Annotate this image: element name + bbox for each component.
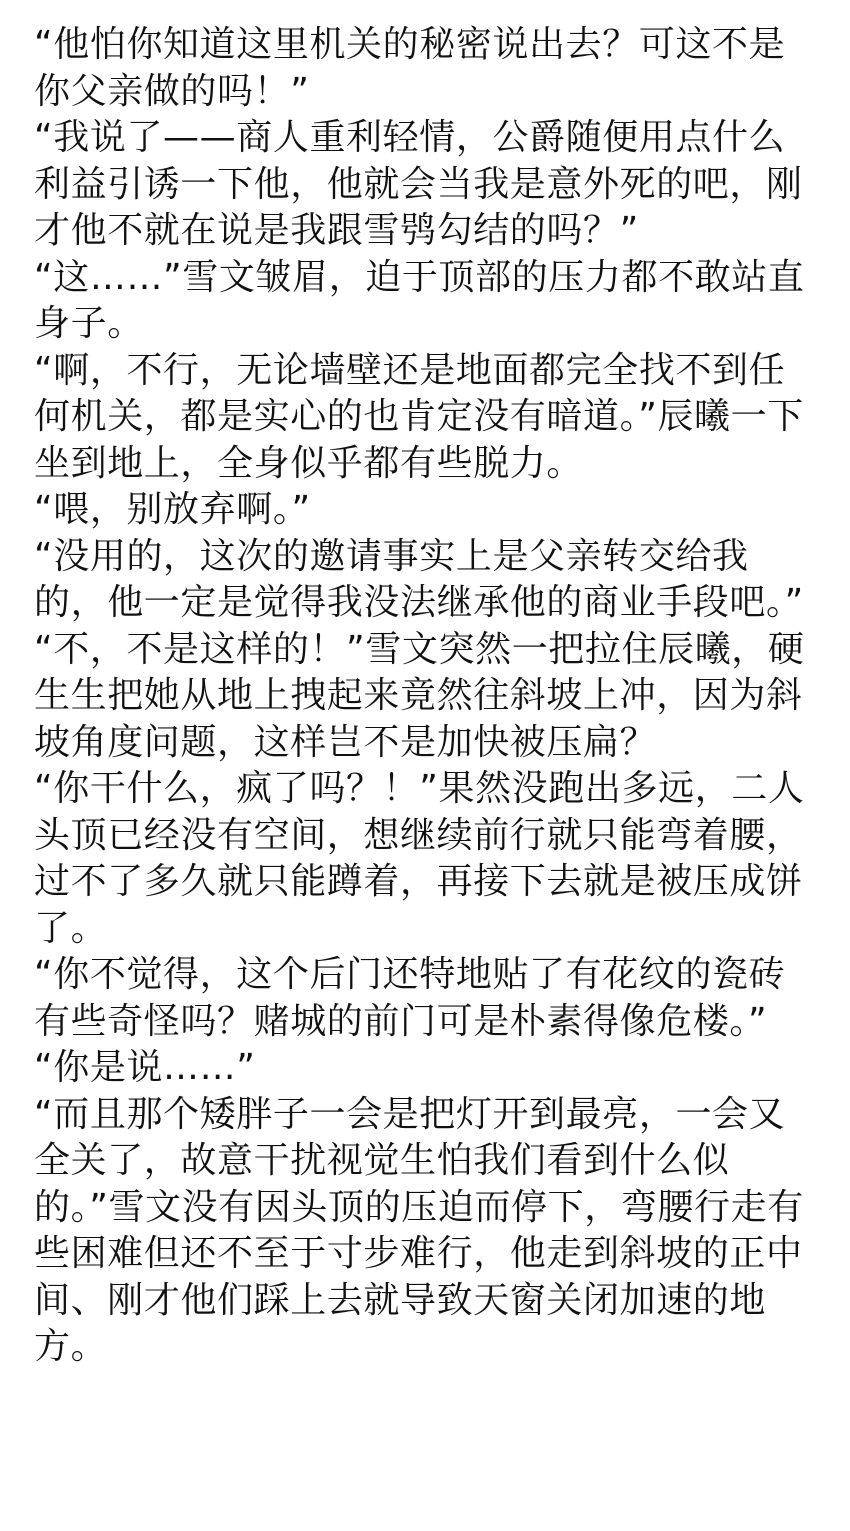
- paragraph: “你干什么，疯了吗？！”果然没跑出多远，二人头顶已经没有空间，想继续前行就只能弯着腰，过不了多久就只能蹲着，再接下去就是被压成饼了。: [34, 768, 805, 949]
- paragraph: “不，不是这样的！”雪文突然一把拉住辰曦，硬生生把她从地上拽起来竟然往斜坡上冲，因为斜坡角度问题，这样岂不是加快被压扁？: [34, 628, 805, 763]
- paragraph: “我说了——商人重利轻情，公爵随便用点什么利益引诱一下他，他就会当我是意外死的吧，刚才他不就在说是我跟雪鸮勾结的吗？”: [34, 117, 803, 251]
- paragraph: “啊，不行，无论墙壁还是地面都完全找不到任何机关，都是实心的也肯定没有暗道。”辰曦一下坐到地上，全身似乎都有些脱力。: [34, 349, 804, 484]
- paragraph: “喂，别放弃啊。”: [34, 489, 311, 530]
- paragraph: “而且那个矮胖子一会是把灯开到最亮，一会又全关了，故意干扰视觉生怕我们看到什么似的。”雪文没有因头顶的压迫而停下，弯腰行走有些困难但还不至于寸步难行，他走到斜坡的正中间、刚才他们踩上去就导致天窗关闭加速的地方。: [34, 1093, 804, 1367]
- paragraph: “这……”雪文皱眉，迫于顶部的压力都不敢站直身子。: [34, 256, 805, 344]
- paragraph: “没用的，这次的邀请事实上是父亲转交给我的，他一定是觉得我没法继承他的商业手段吧。”: [34, 535, 804, 623]
- paragraph: “你不觉得，这个后门还特地贴了有花纹的瓷砖有些奇怪吗？赌城的前门可是朴素得像危楼。”: [34, 954, 786, 1042]
- paragraph: “你是说……”: [34, 1047, 256, 1088]
- paragraph: “他怕你知道这里机关的秘密说出去？可这不是你父亲做的吗！”: [34, 24, 786, 112]
